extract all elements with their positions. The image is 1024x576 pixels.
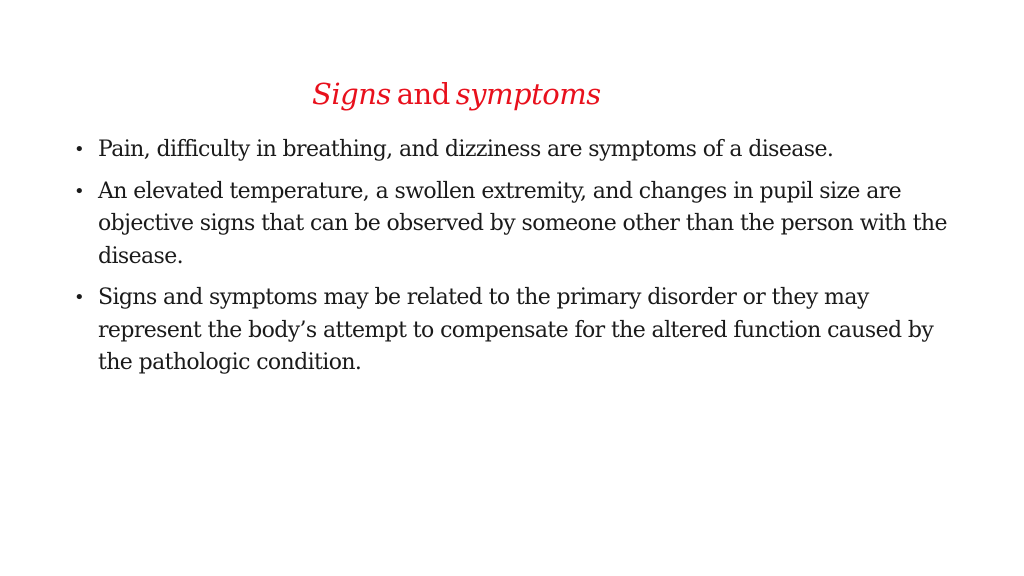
- bullet-marker: •: [74, 139, 85, 160]
- title-word-and: and: [396, 77, 450, 111]
- title-word-signs: Signs: [312, 77, 391, 111]
- bullet-text: Signs and symptoms may be related to the primary disorder or they may represent the body’s attempt to compensate for the altered function caused by the pathologic condition.: [98, 285, 934, 375]
- bullet-item: [72, 282, 952, 380]
- bullet-item: [72, 134, 952, 167]
- bullet-item: [72, 176, 952, 274]
- bullet-marker: •: [74, 287, 85, 308]
- bullet-marker: •: [74, 180, 85, 202]
- bullet-text: Pain, difficulty in breathing, and dizziness are symptoms of a disease.: [98, 137, 834, 162]
- title-word-symptoms: symptoms: [455, 77, 601, 111]
- slide-title: [312, 74, 601, 114]
- bullet-text: An elevated temperature, a swollen extremity, and changes in pupil size are objective signs that can be observed by someone other than the person with the disease.: [98, 178, 947, 269]
- bullet-list: [72, 134, 952, 389]
